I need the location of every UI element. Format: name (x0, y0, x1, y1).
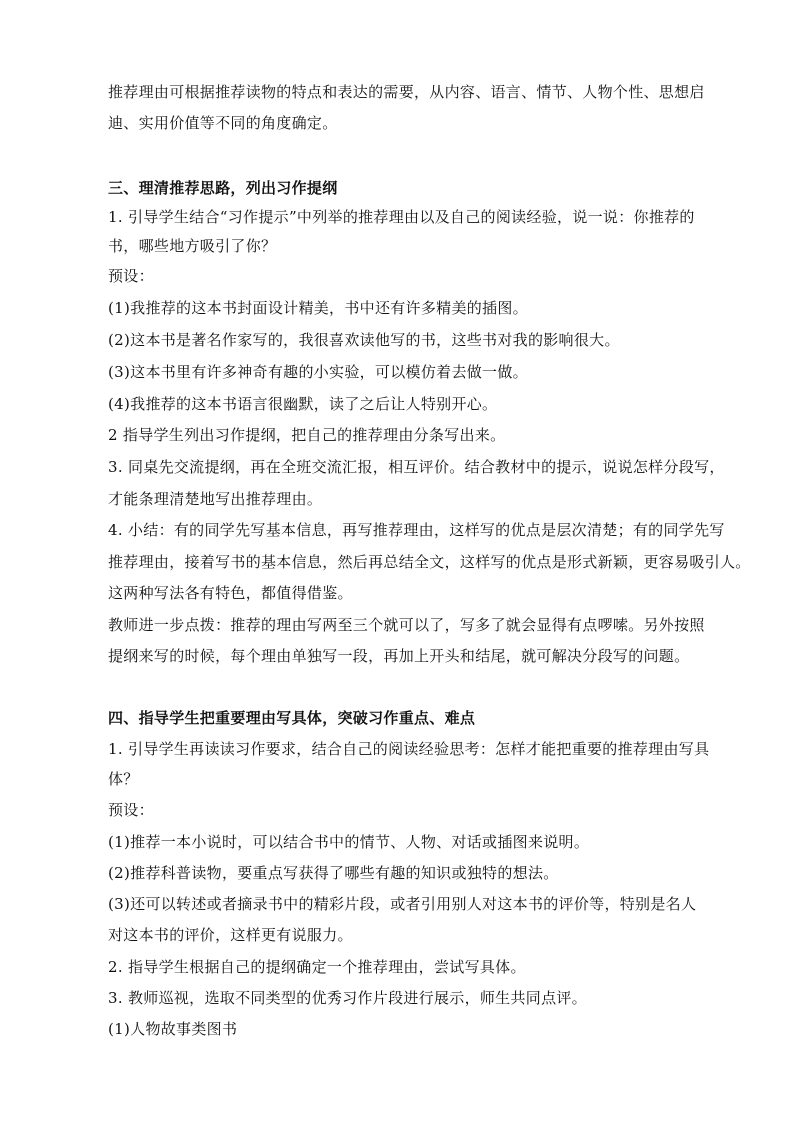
section-3-paragraph-3-line-2: 才能条理清楚地写出推荐理由。 (108, 490, 323, 508)
section-4-item-2: (2)推荐科普读物，要重点写获得了哪些有趣的知识或独特的想法。 (108, 864, 559, 882)
intro-line-2: 迪、实用价值等不同的角度确定。 (108, 114, 338, 132)
section-3-item-3: (3)这本书里有许多神奇有趣的小实验，可以模仿着去做一做。 (108, 363, 528, 381)
section-4-paragraph-1-line-2: 体？ (108, 770, 139, 788)
section-4-preset-label: 预设： (108, 801, 154, 819)
section-3-paragraph-4-line-3: 这两种写法各有特色，都值得借鉴。 (108, 584, 353, 602)
section-4-subheading-1: (1)人物故事类图书 (108, 1020, 238, 1038)
section-3-item-4: (4)我推荐的这本书语言很幽默，读了之后让人特别开心。 (108, 395, 498, 413)
section-4-paragraph-2: 2. 指导学生根据自己的提纲确定一个推荐理由，尝试写具体。 (108, 958, 526, 976)
section-3-paragraph-4-line-1: 4. 小结：有的同学先写基本信息，再写推荐理由，这样写的优点是层次清楚；有的同学先写 (108, 521, 725, 539)
section-3-preset-label: 预设： (108, 267, 154, 285)
section-3-paragraph-5-line-2: 提纲来写的时候，每个理由单独写一段，再加上开头和结尾，就可解决分段写的问题。 (108, 647, 690, 665)
section-4-heading: 四、指导学生把重要理由写具体，突破习作重点、难点 (108, 709, 476, 727)
section-3-paragraph-3-line-1: 3. 同桌先交流提纲，再在全班交流汇报，相互评价。结合教材中的提示，说说怎样分段写， (108, 458, 725, 476)
section-4-item-1: (1)推荐一本小说时，可以结合书中的情节、人物、对话或插图来说明。 (108, 833, 590, 851)
section-3-paragraph-5-line-1: 教师进一步点拨：推荐的理由写两至三个就可以了，写多了就会显得有点啰嗦。另外按照 (108, 616, 705, 634)
section-3-paragraph-1-line-2: 书，哪些地方吸引了你？ (108, 237, 277, 255)
section-3-paragraph-1-line-1: 1. 引导学生结合“习作提示”中列举的推荐理由以及自己的阅读经验，说一说：你推荐的 (108, 208, 695, 226)
section-4-paragraph-1-line-1: 1. 引导学生再读读习作要求，结合自己的阅读经验思考：怎样才能把重要的推荐理由写具 (108, 740, 710, 758)
section-4-paragraph-3: 3. 教师巡视，选取不同类型的优秀习作片段进行展示，师生共同点评。 (108, 989, 587, 1007)
section-3-item-2: (2)这本书是著名作家写的，我很喜欢读他写的书，这些书对我的影响很大。 (108, 331, 620, 349)
intro-line-1: 推荐理由可根据推荐读物的特点和表达的需要，从内容、语言、情节、人物个性、思想启 (108, 83, 705, 101)
section-3-paragraph-2: 2 指导学生列出习作提纲，把自己的推荐理由分条写出来。 (108, 426, 506, 444)
section-4-item-3-line-2: 对这本书的评价，这样更有说服力。 (108, 926, 353, 944)
section-3-item-1: (1)我推荐的这本书封面设计精美，书中还有许多精美的插图。 (108, 299, 528, 317)
section-3-heading: 三、理清推荐思路，列出习作提纲 (108, 179, 338, 197)
section-4-item-3-line-1: (3)还可以转述或者摘录书中的精彩片段，或者引用别人对这本书的评价等，特别是名人 (108, 895, 697, 913)
section-3-paragraph-4-line-2: 推荐理由，接着写书的基本信息，然后再总结全文，这样写的优点是形式新颖，更容易吸引人。 (108, 553, 751, 571)
